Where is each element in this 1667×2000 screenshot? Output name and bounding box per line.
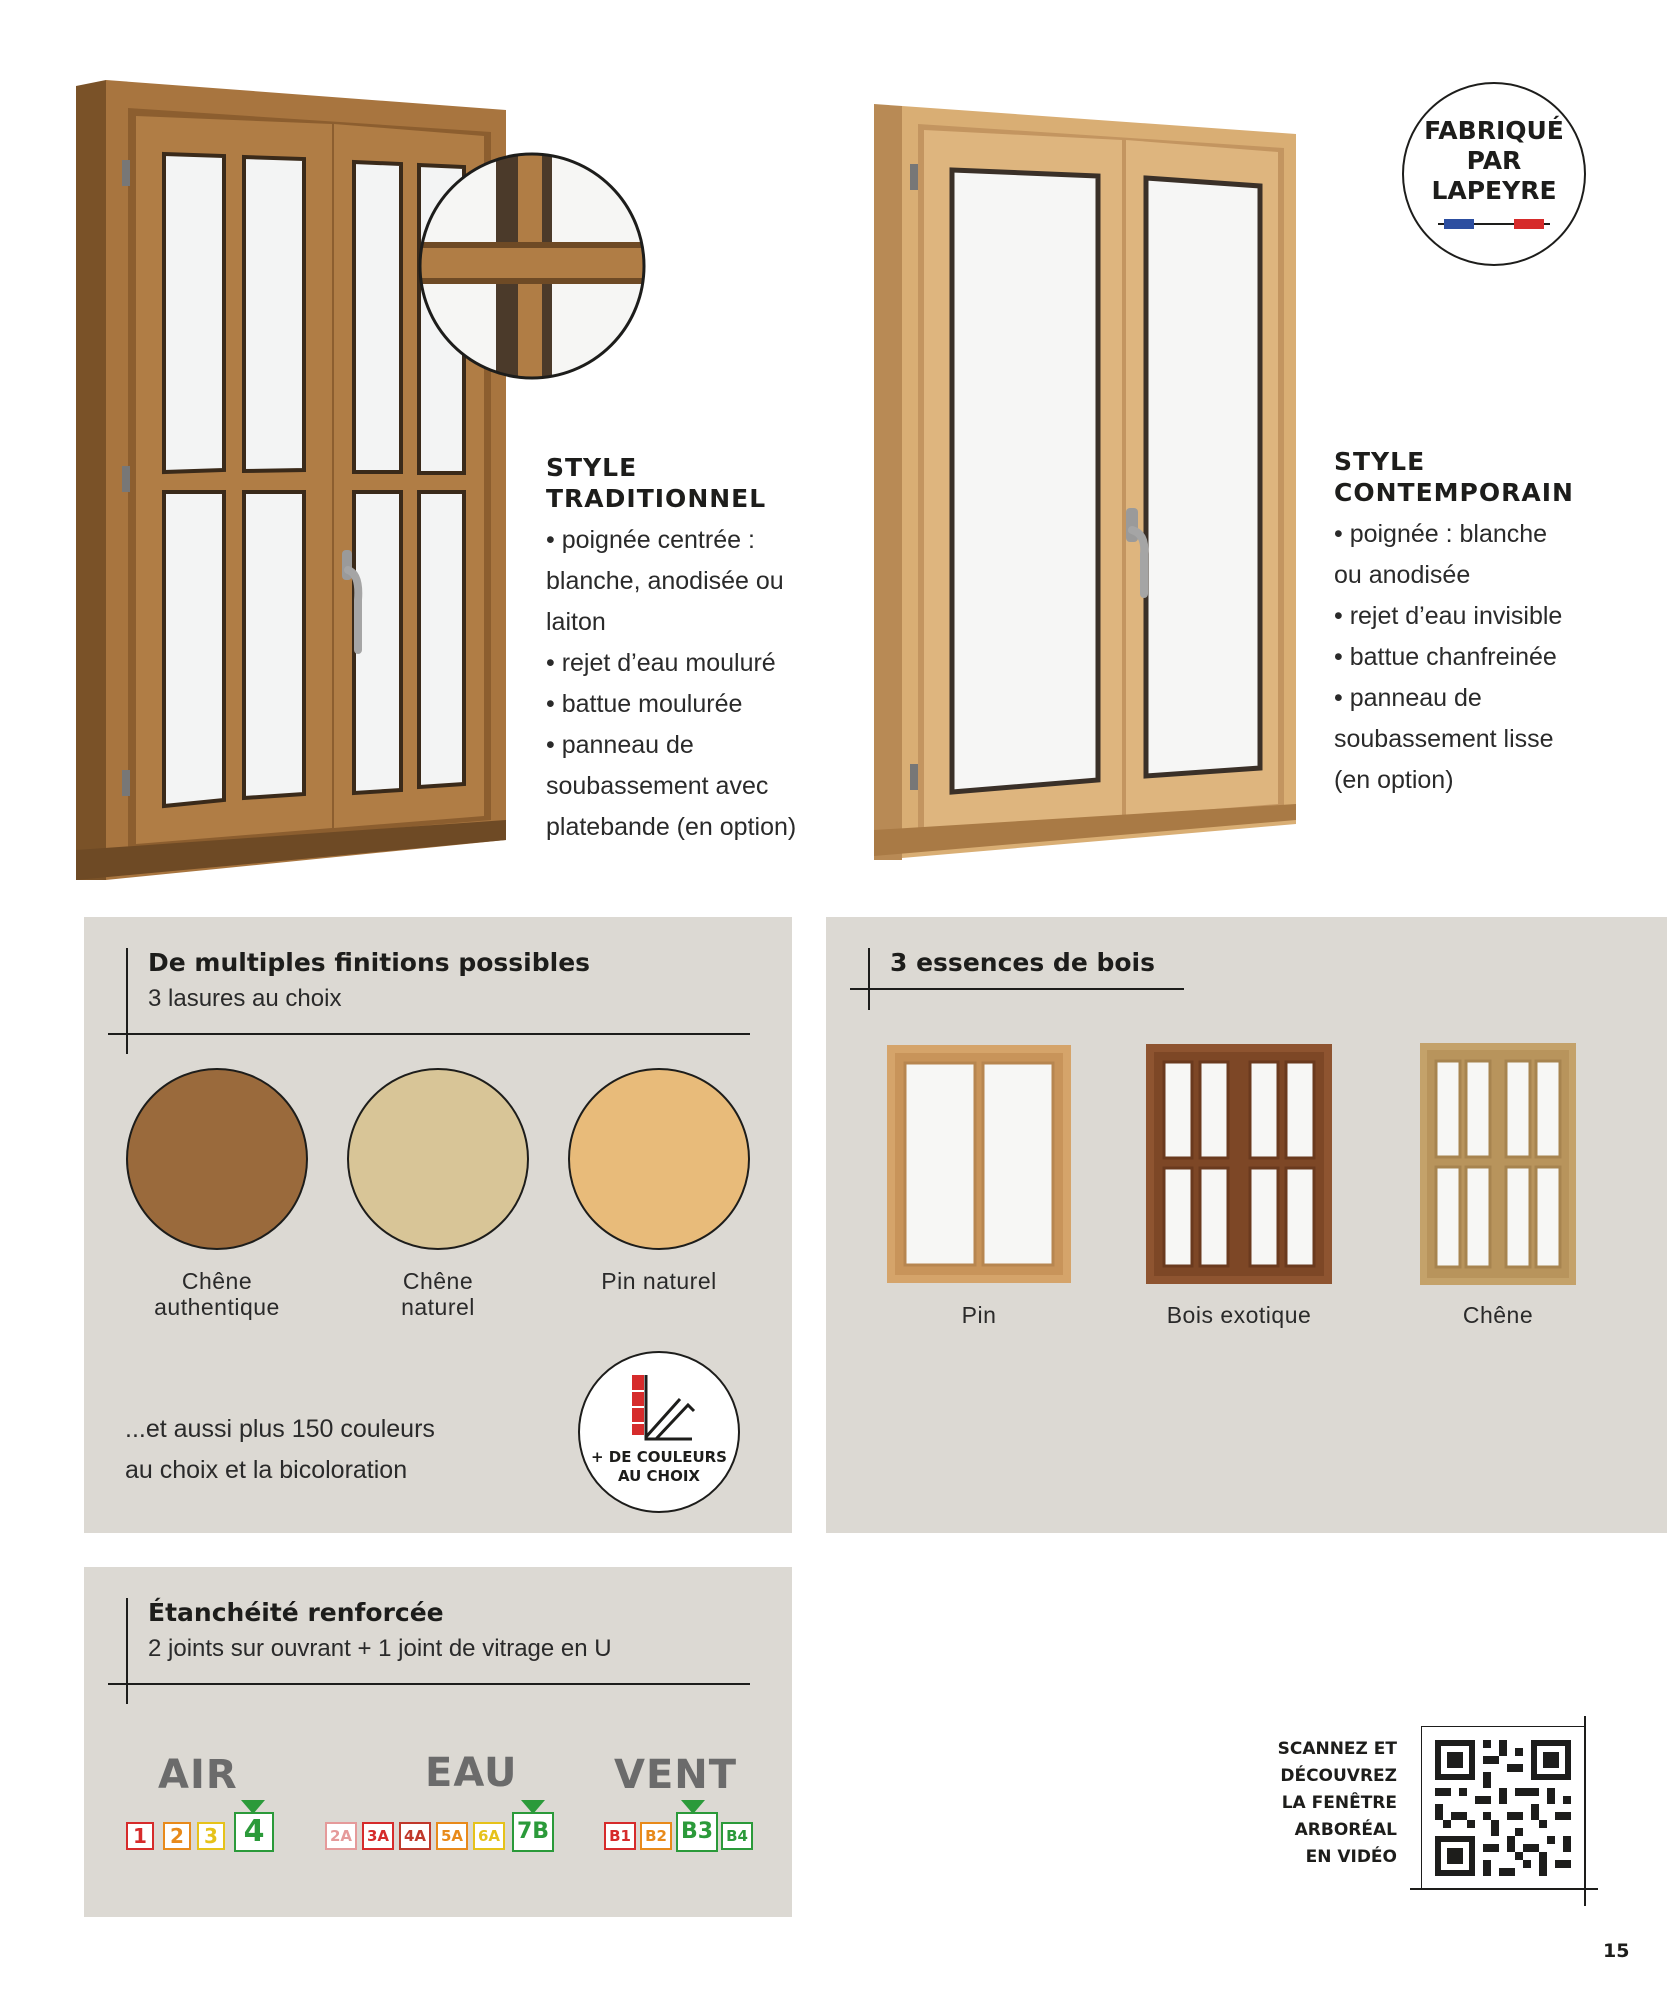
air-rating-4-selected: 4 [234, 1812, 274, 1852]
water-rating-7b-selected: 7B [512, 1812, 554, 1852]
made-by-lapeyre-badge: FABRIQUÉ PAR LAPEYRE [1402, 82, 1586, 266]
more-colors-badge: + DE COULEURS AU CHOIX [578, 1351, 740, 1513]
air-rating-1: 1 [126, 1822, 154, 1850]
list-item: laiton [546, 608, 606, 636]
finishes-subtitle: 3 lasures au choix [148, 985, 342, 1012]
contemporary-style-title: STYLE CONTEMPORAIN [1334, 447, 1574, 507]
qr-caption: SCANNEZ ET DÉCOUVREZ LA FENÊTRE ARBORÉAL EN VIDÉO [1277, 1739, 1397, 1867]
finishes-heading [148, 948, 590, 1013]
wind-rating-b4: B4 [721, 1822, 753, 1850]
list-item: ou anodisée [1334, 561, 1471, 589]
finishes-title: De multiples finitions possibles [148, 948, 591, 977]
swatch-label: Pin naturel [601, 1268, 717, 1294]
list-item: • rejet d’eau invisible [1334, 602, 1563, 630]
contemporary-feature-list [1334, 514, 1574, 801]
list-item: blanche, anodisée ou [546, 567, 784, 595]
swatch-label: Chêne authentique [154, 1268, 280, 1320]
swatch-chene-naturel [347, 1068, 529, 1250]
wind-rating-b3-selected: B3 [676, 1812, 718, 1852]
air-rating-label: AIR [158, 1752, 238, 1798]
water-rating-4a: 4A [399, 1822, 431, 1850]
list-item: • battue moulurée [546, 690, 743, 718]
qr-code[interactable] [1421, 1726, 1585, 1890]
air-rating-3: 3 [197, 1822, 225, 1850]
contemporary-window-image [874, 104, 1304, 860]
list-item: platebande (en option) [546, 813, 797, 841]
woods-title: 3 essences de bois [890, 948, 1156, 977]
list-item: • rejet d’eau mouluré [546, 649, 776, 677]
divider [1410, 1888, 1598, 1890]
list-item: soubassement lisse [1334, 725, 1554, 753]
woods-heading [890, 948, 1155, 977]
french-flag-icon [1438, 216, 1550, 232]
divider [108, 1683, 750, 1685]
divider [126, 948, 128, 1054]
wind-rating-b2: B2 [640, 1822, 672, 1850]
oak-window-image [1420, 1043, 1576, 1285]
color-bicolor-icon [580, 1353, 738, 1453]
divider [108, 1033, 750, 1035]
list-item: (en option) [1334, 766, 1454, 794]
traditional-style-title: STYLE TRADITIONNEL [546, 453, 767, 513]
wind-rating-b1: B1 [604, 1822, 636, 1850]
wind-rating-label: VENT [614, 1752, 738, 1798]
swatch-pin-naturel [568, 1068, 750, 1250]
pin-window-image [887, 1045, 1071, 1283]
wood-label-oak: Chêne [1462, 1302, 1534, 1328]
water-rating-5a: 5A [436, 1822, 468, 1850]
list-item: soubassement avec [546, 772, 769, 800]
air-rating-2: 2 [163, 1822, 191, 1850]
swatch-label: Chêne naturel [401, 1268, 475, 1320]
list-item: • poignée centrée : [546, 526, 755, 554]
more-colors-text: ...et aussi plus 150 couleurs au choix et la bicoloration [125, 1415, 435, 1484]
list-item: • panneau de [1334, 684, 1482, 712]
sealing-subtitle: 2 joints sur ouvrant + 1 joint de vitrage en U [148, 1635, 612, 1662]
water-rating-2a: 2A [325, 1822, 357, 1850]
exotic-wood-window-image [1146, 1044, 1332, 1284]
divider [850, 988, 1184, 990]
swatch-chene-authentique [126, 1068, 308, 1250]
list-item: • poignée : blanche [1334, 520, 1548, 548]
traditional-feature-list [546, 520, 796, 848]
divider [126, 1598, 128, 1704]
list-item: • battue chanfreinée [1334, 643, 1557, 671]
page-number: 15 [1603, 1940, 1630, 1962]
traditional-style-description [546, 452, 796, 848]
contemporary-style-description [1334, 446, 1574, 801]
list-item: • panneau de [546, 731, 694, 759]
wood-label-exotic: Bois exotique [1166, 1302, 1312, 1328]
sealing-title: Étanchéité renforcée [148, 1598, 444, 1627]
sealing-heading [148, 1598, 612, 1663]
water-rating-3a: 3A [362, 1822, 394, 1850]
wood-label-pin: Pin [961, 1302, 997, 1328]
divider [868, 948, 870, 1010]
divider [1584, 1716, 1586, 1906]
water-rating-label: EAU [425, 1750, 518, 1796]
water-rating-6a: 6A [473, 1822, 505, 1850]
detail-zoom-circle [416, 150, 648, 382]
